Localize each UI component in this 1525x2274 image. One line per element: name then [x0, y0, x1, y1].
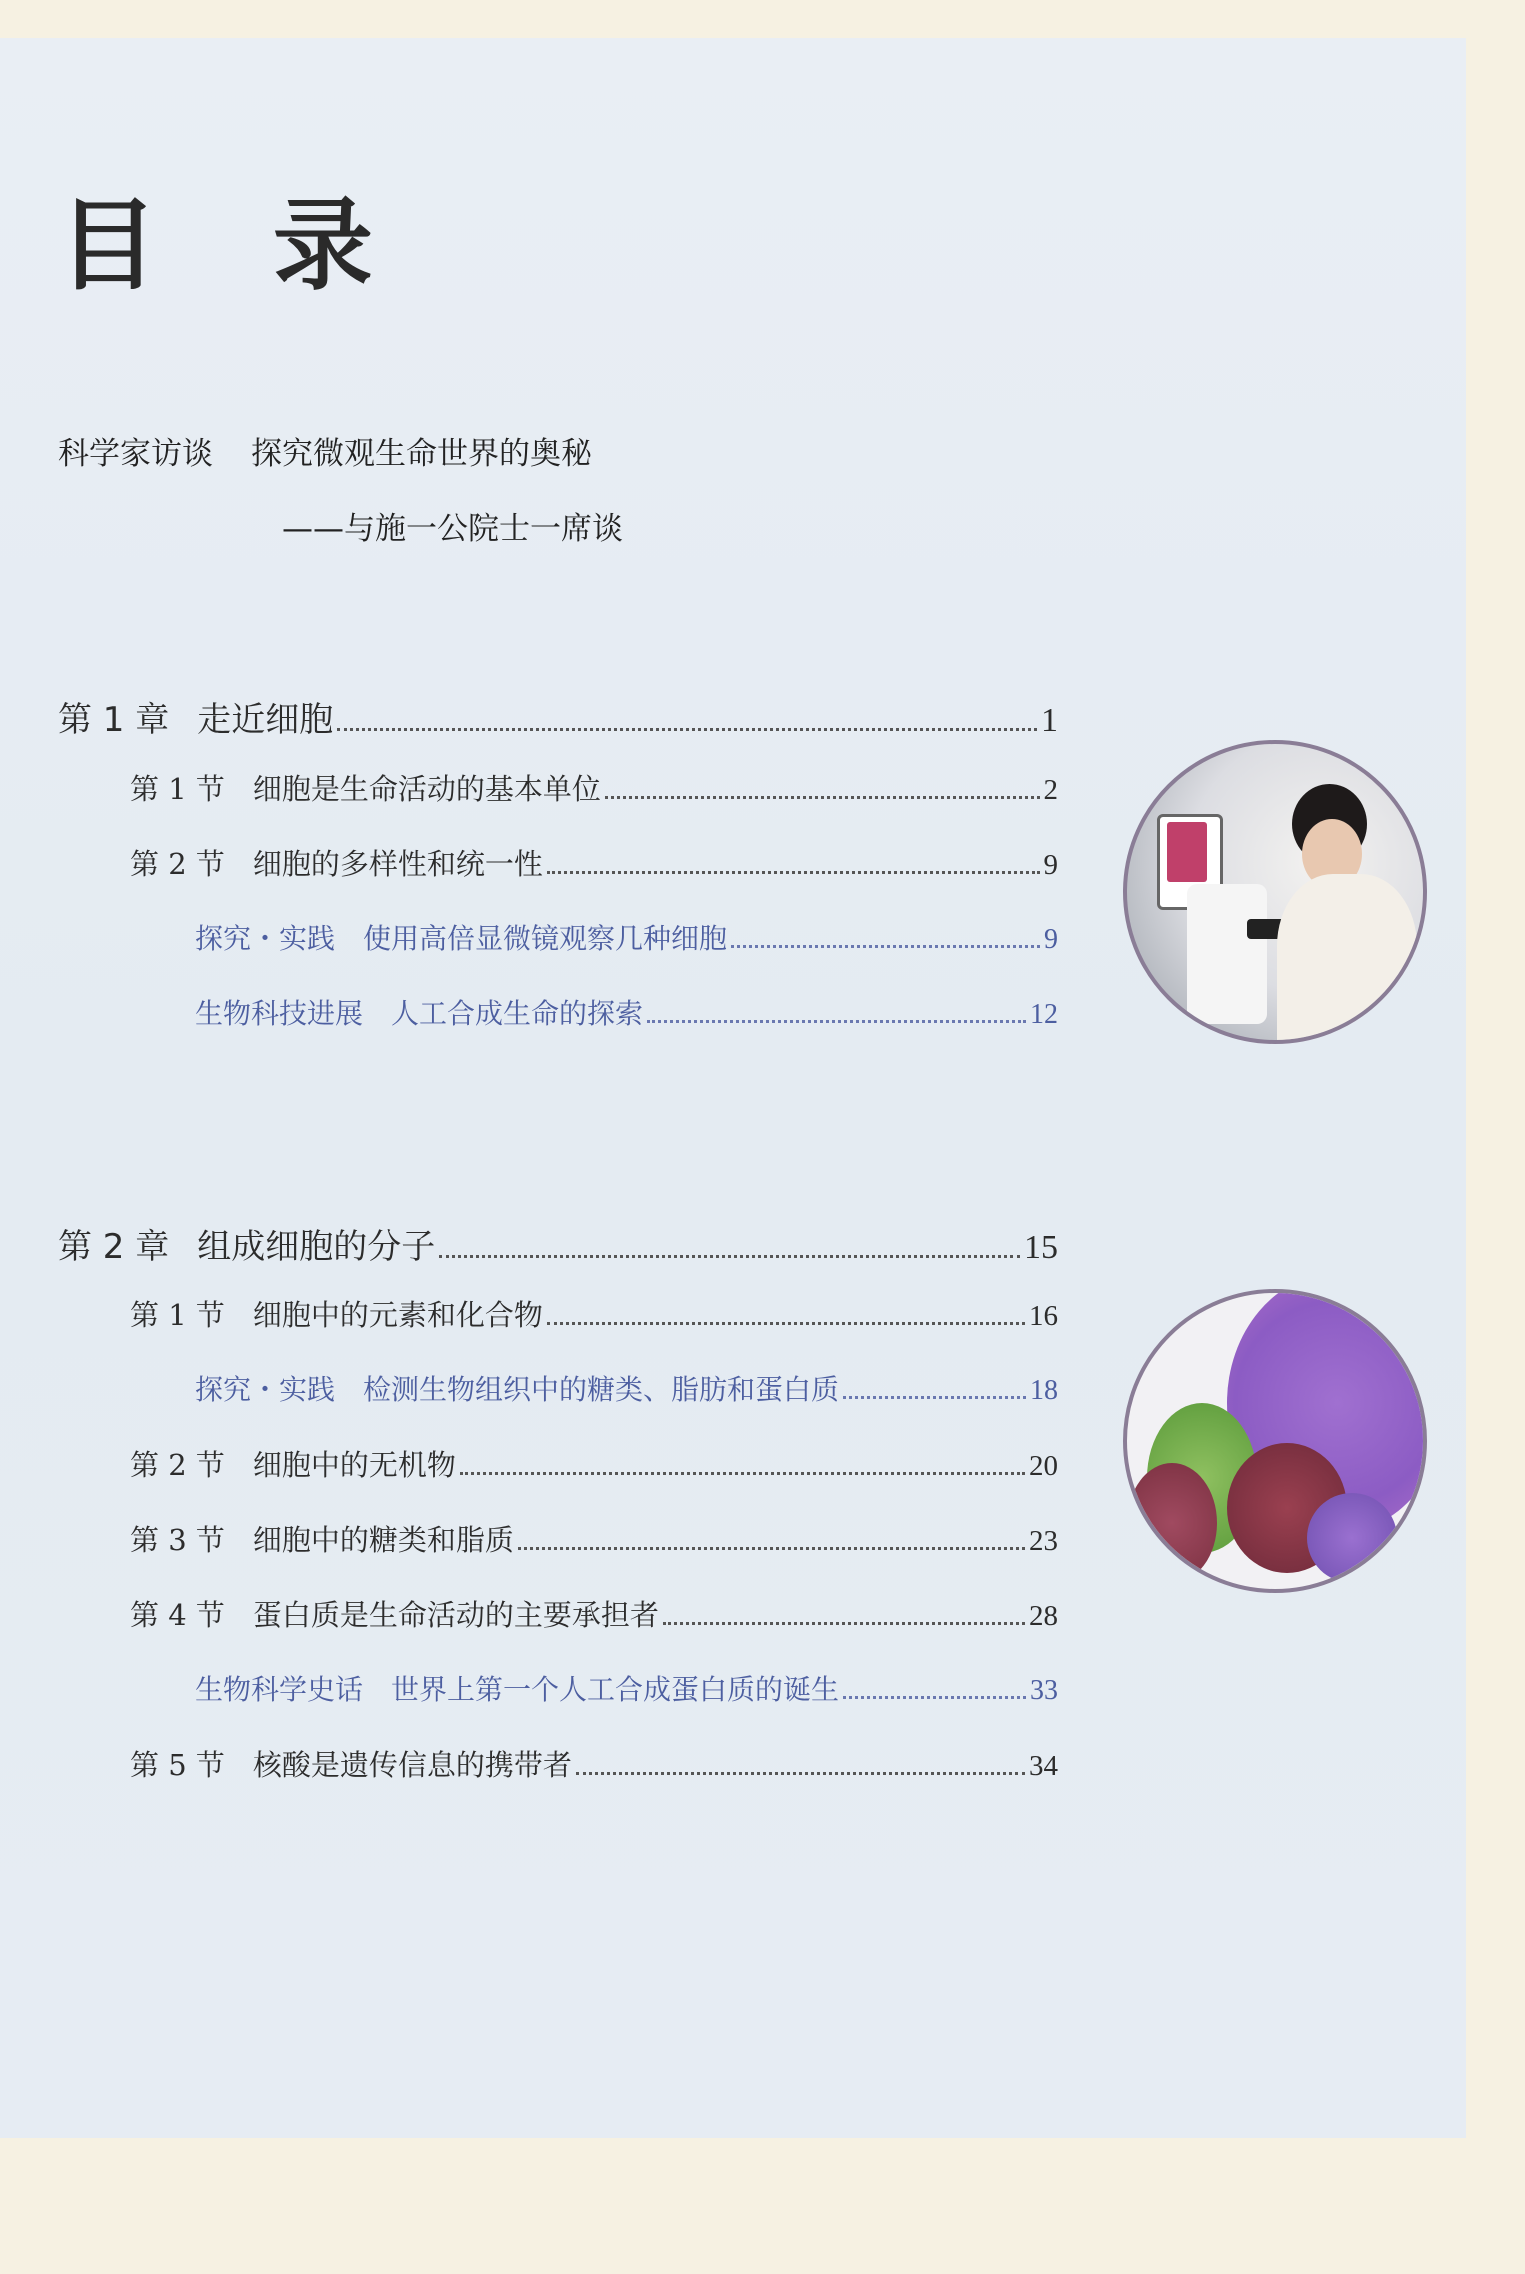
interview-subtitle: ——与施一公院士一席谈 — [282, 511, 623, 547]
molecule-image — [1123, 1289, 1427, 1593]
page-number: 18 — [1030, 1375, 1058, 1406]
dot-leader — [843, 1396, 1026, 1399]
dot-leader — [547, 1322, 1025, 1325]
page-number: 9 — [1044, 924, 1058, 955]
special-entry-number: 生物科学史话 — [195, 1673, 364, 1706]
dot-leader — [576, 1772, 1025, 1775]
dot-leader — [337, 728, 1037, 731]
page-number: 16 — [1029, 1300, 1058, 1332]
special-entry[interactable] — [195, 917, 1058, 957]
section-entry-title: 细胞中的元素和化合物 — [252, 1298, 543, 1332]
special-entry[interactable] — [195, 992, 1058, 1032]
section-entry-title: 细胞是生命活动的基本单位 — [252, 772, 601, 806]
dot-leader — [547, 871, 1040, 874]
dot-leader — [731, 945, 1040, 948]
special-entry-title: 检测生物组织中的糖类、脂肪和蛋白质 — [363, 1373, 840, 1406]
page-number: 23 — [1029, 1525, 1058, 1557]
microscope-photo — [1123, 740, 1427, 1044]
chapter-entry-title: 走近细胞 — [197, 700, 334, 740]
dot-leader — [605, 796, 1040, 799]
section-entry-number: 第 5 节 — [130, 1748, 225, 1782]
section-entry-title: 细胞的多样性和统一性 — [252, 847, 543, 881]
section-entry-number: 第 3 节 — [130, 1523, 225, 1557]
section-entry[interactable] — [130, 1293, 1058, 1334]
section-entry-title: 核酸是遗传信息的携带者 — [252, 1748, 572, 1782]
special-entry-title: 世界上第一个人工合成蛋白质的诞生 — [391, 1673, 840, 1706]
section-entry[interactable] — [130, 1443, 1058, 1484]
special-entry-title: 使用高倍显微镜观察几种细胞 — [363, 922, 728, 955]
interview-entry[interactable] — [58, 428, 592, 473]
section-entry[interactable] — [130, 842, 1058, 883]
page-number: 9 — [1043, 849, 1058, 881]
dot-leader — [663, 1622, 1025, 1625]
page-number: 34 — [1029, 1750, 1058, 1782]
chapter-entry[interactable] — [58, 692, 1058, 741]
page-number: 33 — [1030, 1675, 1058, 1706]
page-number: 1 — [1041, 702, 1058, 739]
dot-leader — [439, 1255, 1020, 1258]
section-entry-number: 第 2 节 — [130, 1448, 225, 1482]
page — [0, 38, 1466, 2138]
section-entry[interactable] — [130, 1518, 1058, 1559]
section-entry-title: 细胞中的糖类和脂质 — [252, 1523, 514, 1557]
section-entry-title: 蛋白质是生命活动的主要承担者 — [252, 1598, 659, 1632]
special-entry-title: 人工合成生命的探索 — [391, 997, 644, 1030]
section-entry[interactable] — [130, 1743, 1058, 1784]
page-number: 15 — [1024, 1229, 1058, 1266]
page-title: 目 录 — [58, 187, 413, 304]
section-entry-number: 第 2 节 — [130, 847, 225, 881]
dot-leader — [460, 1472, 1025, 1475]
chapter-entry-title: 组成细胞的分子 — [197, 1227, 436, 1267]
special-entry[interactable] — [195, 1668, 1058, 1708]
special-entry-number: 探究・实践 — [195, 1373, 336, 1406]
dot-leader — [518, 1547, 1025, 1550]
page-number: 28 — [1029, 1600, 1058, 1632]
page-number: 2 — [1043, 774, 1058, 806]
dot-leader — [647, 1020, 1026, 1023]
interview-title: 探究微观生命世界的奥秘 — [251, 436, 592, 472]
page-number: 20 — [1029, 1450, 1058, 1482]
section-entry[interactable] — [130, 1593, 1058, 1634]
section-entry[interactable] — [130, 767, 1058, 808]
chapter-entry-number: 第 2 章 — [58, 1227, 170, 1267]
section-entry-title: 细胞中的无机物 — [252, 1448, 456, 1482]
section-entry-number: 第 1 节 — [130, 772, 225, 806]
dot-leader — [843, 1696, 1026, 1699]
interview-label: 科学家访谈 — [58, 436, 213, 472]
special-entry-number: 生物科技进展 — [195, 997, 364, 1030]
chapter-entry[interactable] — [58, 1219, 1058, 1268]
special-entry[interactable] — [195, 1368, 1058, 1408]
special-entry-number: 探究・实践 — [195, 922, 336, 955]
section-entry-number: 第 1 节 — [130, 1298, 225, 1332]
section-entry-number: 第 4 节 — [130, 1598, 225, 1632]
chapter-entry-number: 第 1 章 — [58, 700, 170, 740]
page-number: 12 — [1030, 999, 1058, 1030]
